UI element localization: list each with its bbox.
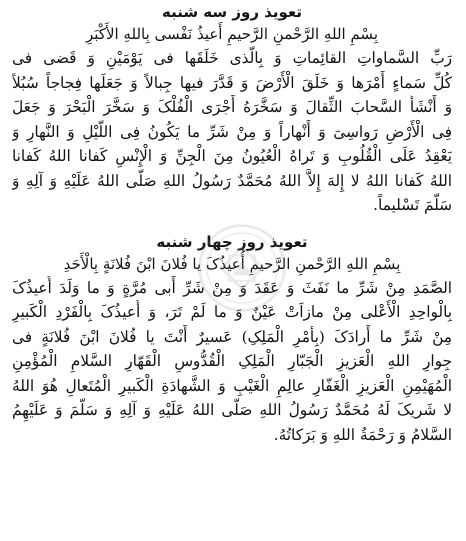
text-line: لا شَریکَ لَهُ مُحَمَّدٌ رَسُولُ اللهِ صَلَّى اللهُ عَلَیْهِ وَ آلِهِ وَ سَلَّمَ وَ عَلَیْهِمُ	[12, 401, 452, 419]
text-line: الْمُهَیْمِنِ الْعَزیزِ الْغَفّارِ عالِمِ الْغَیْبِ وَ الشَّهادَةِ الْکَبیرِ الْمُتَعالِ هُوَ اللهُ	[12, 376, 452, 395]
text-line: کُلِّ سَماءٍ أَمْرَها وَ خَلَقَ الْأَرْضَ وَ قَدَّرَ فیها جِبالاً وَ جَعَلَها فِجاجاً سُبُلاً	[12, 73, 452, 92]
text-line: رَبِّ السَّماواتِ القائِماتِ وَ بِالَّذی خَلَقَها فی یَوْمَیْنِ وَ قَضی فی	[12, 49, 452, 67]
text-line: وَ أَنْشَأَ السَّحابَ الثِّقالَ وَ سَخَّرَهُ أَجْرَى الْفُلْکَ وَ سَخَّرَ الْبَحْرَ وَ جَعَلَ	[12, 98, 452, 116]
text-line: یَعْقِدُ عَلَى الْقُلُوبِ وَ تَراهُ الْعُیُونُ مِنَ الْجِنِّ وَ الْإِنْسِ کَفانا اللهُ کَفانا	[12, 147, 452, 165]
section-body	[12, 276, 452, 448]
text-line: فِی الْأَرْضِ رَواسِیَ وَ أَنْهاراً وَ مِنْ شَرِّ ما یَکُونُ فِی اللَّیْلِ وَ النَّهارِ وَ	[12, 122, 452, 141]
text-line: اللهُ کَفانا اللهُ لا إِلهَ إِلاَّ اللهُ مُحَمَّدٌ رَسُولُ اللهِ صَلَّى اللهُ عَلَیْهِ وَ آلِهِ وَ	[12, 171, 452, 190]
text-line: جِوارِ اللهِ الْعَزیزِ الْجَبّارِ الْمَلِکِ الْقُدُّوسِ الْقَهّارِ السَّلامِ الْمُؤْمِنِ	[12, 352, 452, 370]
section-title: تعویذ روز سه شنبه	[161, 3, 302, 21]
section-body	[12, 46, 452, 218]
basmala-line: بِسْمِ اللهِ الرَّحْمنِ الرَّحیمِ أُعیذُکَ یا فُلانَ ابْنَ فُلانَةٍ بِالْأَحَدِ	[63, 254, 401, 273]
section-divider	[12, 218, 452, 228]
text-line: بِالْواحِدِ الْأَعْلى مِنْ مازاَتْ عَیْنٌ وَ ما لَمْ تَرَ، وَ أُعیذُکَ بِالْفَرْدِ الْکَبیرِ	[12, 303, 452, 321]
basmala-line: بِسْمِ اللهِ الرَّحْمنِ الرَّحیمِ أَعیذُ نَفْسی بِاللهِ الأَکْبَرِ	[86, 25, 378, 43]
section-title: تعویذ روز چهار شنبه	[156, 232, 308, 251]
text-line: سَلَّمَ تَسْلیماً.	[373, 196, 452, 214]
text-line: السَّلامُ وَ رَحْمَةُ اللهِ وَ بَرَکاتُهُ.	[273, 425, 452, 444]
text-line: مِنْ شَرِّ ما أَرادَکَ (بِأَمْرِ الْمَلِکِ) عَسیرٌ أَنْتَ یا فُلانَ ابْنَ فُلانَةٍ فی	[12, 327, 452, 346]
text-line: الصَّمَدِ مِنْ شَرِّ ما نَفَثَ وَ عَقَدَ وَ مِنْ شَرِّ أَبی مُرَّةٍ وَ ما وَلَدَ أُعیذُکَ	[12, 278, 452, 297]
